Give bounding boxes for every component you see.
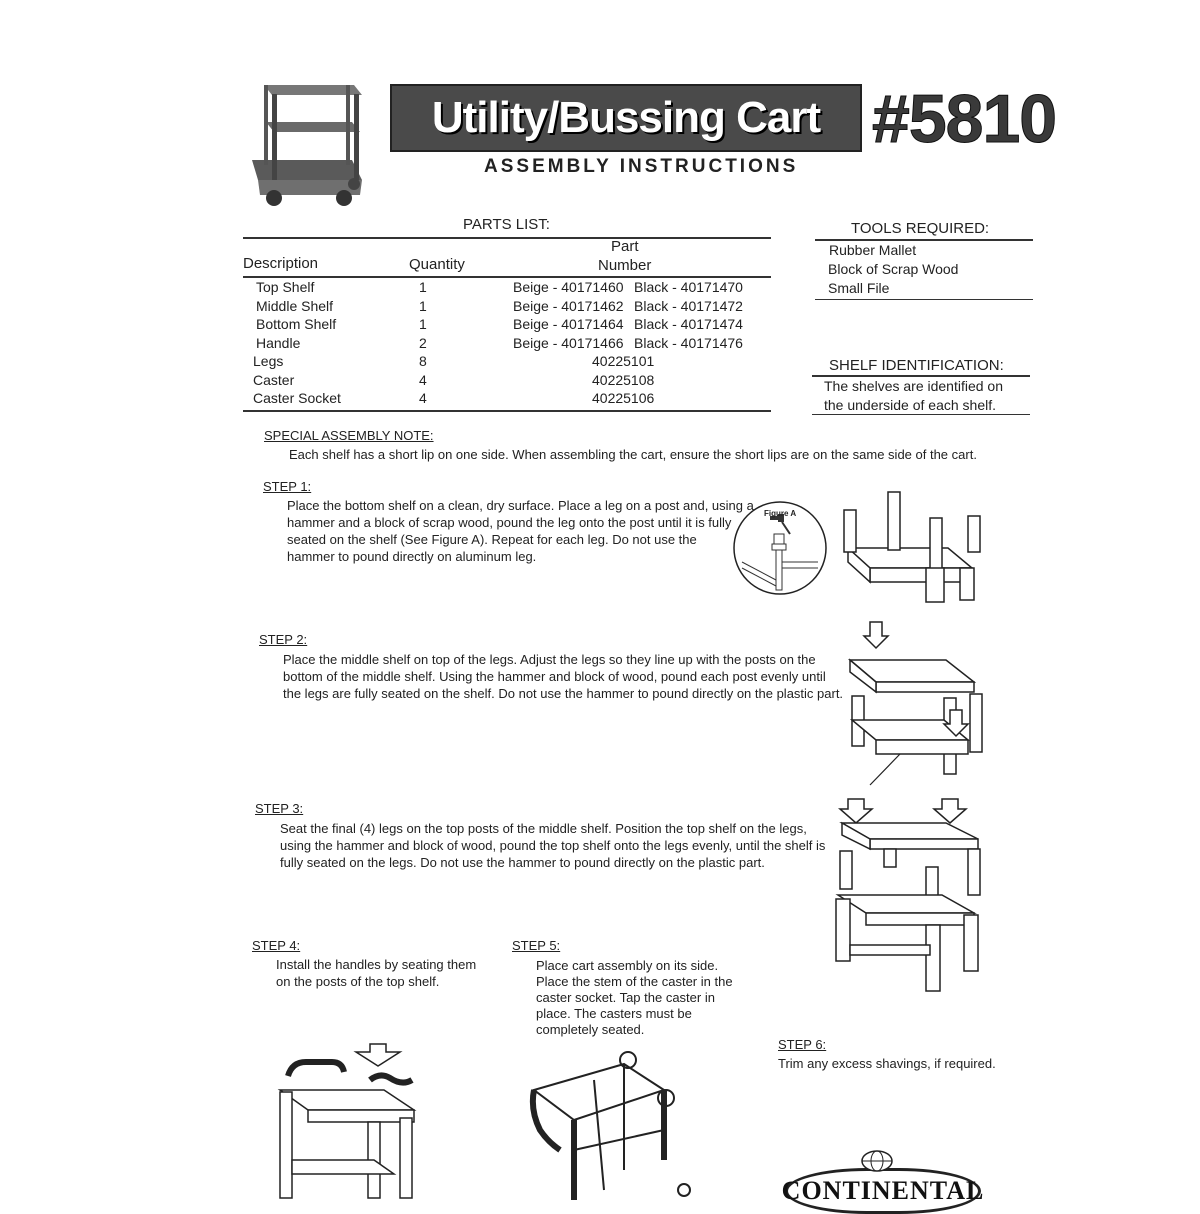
logo-text: CONTINENTAL bbox=[781, 1176, 985, 1205]
figure-a-label: Figure A bbox=[764, 509, 797, 518]
table-row bbox=[243, 334, 743, 353]
step-5-line: completely seated. bbox=[536, 1022, 645, 1037]
shelf-id-bottom-rule bbox=[812, 414, 1030, 415]
step-5-line: place. The casters must be bbox=[536, 1006, 692, 1021]
parts-bottom-rule bbox=[243, 410, 771, 412]
special-note-text: Each shelf has a short lip on one side. When assembling the cart, ensure the short lips are on the same side of the cart. bbox=[289, 447, 977, 462]
part-number: 40225108 bbox=[592, 371, 655, 388]
bottom-shelf-legs-icon bbox=[840, 490, 980, 605]
table-row bbox=[243, 389, 743, 408]
col-description: Description bbox=[243, 255, 319, 272]
handle-install-icon bbox=[274, 1040, 420, 1198]
part-quantity: 1 bbox=[419, 279, 427, 296]
tool-item: Block of Scrap Wood bbox=[828, 261, 959, 277]
part-quantity: 1 bbox=[419, 297, 427, 314]
col-part-line1: Part bbox=[611, 238, 639, 255]
document-subtitle: ASSEMBLY INSTRUCTIONS bbox=[484, 156, 799, 177]
part-number-black: Black - 40171470 bbox=[634, 279, 743, 296]
step-1-title: STEP 1: bbox=[263, 479, 312, 494]
table-row bbox=[243, 371, 743, 390]
logo-globe-icon bbox=[860, 1150, 894, 1172]
continental-logo bbox=[781, 1168, 985, 1214]
step-2-title: STEP 2: bbox=[259, 632, 308, 647]
title-banner bbox=[390, 84, 862, 152]
step-3-line: using the hammer and block of wood, pound the top shelf onto the legs evenly, until the shelf is bbox=[280, 838, 826, 853]
part-description: Bottom Shelf bbox=[256, 316, 337, 333]
part-number-beige: Beige - 40171460 bbox=[513, 279, 624, 296]
part-number: 40225106 bbox=[592, 390, 655, 407]
part-number-beige: Beige - 40171466 bbox=[513, 334, 624, 351]
parts-list-title: PARTS LIST: bbox=[463, 216, 550, 233]
shelf-id-line1: The shelves are identified on bbox=[824, 378, 1003, 394]
part-description: Caster bbox=[253, 371, 295, 388]
part-number-black: Black - 40171472 bbox=[634, 297, 743, 314]
tools-bottom-rule bbox=[815, 299, 1033, 300]
step-2-line: the legs are fully seated on the shelf. Do not use the hammer to pound directly on the plastic part. bbox=[283, 686, 844, 701]
document-title: Utility/Bussing Cart bbox=[431, 93, 821, 142]
step-4-title: STEP 4: bbox=[252, 938, 301, 953]
part-quantity: 4 bbox=[419, 390, 427, 407]
model-number: #5810 bbox=[872, 81, 1057, 157]
special-note-title: SPECIAL ASSEMBLY NOTE: bbox=[264, 428, 434, 443]
col-part-line2: Number bbox=[598, 257, 652, 274]
part-description: Top Shelf bbox=[256, 279, 315, 296]
parts-table bbox=[243, 278, 743, 408]
tools-title: TOOLS REQUIRED: bbox=[851, 220, 990, 237]
part-description: Legs bbox=[253, 353, 284, 370]
step-5-line: Place cart assembly on its side. bbox=[536, 958, 719, 973]
part-description: Caster Socket bbox=[253, 390, 341, 407]
tool-item: Small File bbox=[828, 280, 890, 296]
step-2-line: bottom of the middle shelf. Using the hammer and block of wood, pound each post evenly until bbox=[283, 669, 826, 684]
middle-shelf-assembly-icon bbox=[840, 620, 985, 785]
step-3-title: STEP 3: bbox=[255, 801, 304, 816]
step-5-title: STEP 5: bbox=[512, 938, 561, 953]
part-quantity: 1 bbox=[419, 316, 427, 333]
parts-top-rule bbox=[243, 237, 771, 239]
step-4-line: Install the handles by seating them bbox=[276, 957, 477, 972]
step-6-line: Trim any excess shavings, if required. bbox=[778, 1056, 996, 1071]
step-5-line: caster socket. Tap the caster in bbox=[536, 990, 715, 1005]
step-1-line: seated on the shelf (See Figure A). Repeat for each leg. Do not use the bbox=[287, 532, 697, 547]
step-5-line: Place the stem of the caster in the bbox=[536, 974, 733, 989]
top-shelf-assembly-icon bbox=[830, 795, 985, 995]
table-row bbox=[243, 315, 743, 334]
step-1-line: hammer and a block of scrap wood, pound the leg onto the post until it is fully bbox=[287, 515, 732, 530]
part-number-black: Black - 40171476 bbox=[634, 334, 743, 351]
step-1-line: Place the bottom shelf on a clean, dry surface. Place a leg on a post and, using a bbox=[287, 498, 754, 513]
shelf-id-line2: the underside of each shelf. bbox=[824, 397, 997, 413]
table-row bbox=[243, 297, 743, 316]
part-number: 40225101 bbox=[592, 353, 655, 370]
shelf-id-title: SHELF IDENTIFICATION: bbox=[829, 357, 1004, 374]
part-number-beige: Beige - 40171462 bbox=[513, 297, 624, 314]
tool-item: Rubber Mallet bbox=[829, 242, 917, 258]
table-row bbox=[243, 352, 743, 371]
step-6-title: STEP 6: bbox=[778, 1037, 827, 1052]
part-quantity: 8 bbox=[419, 353, 427, 370]
caster-install-icon bbox=[524, 1050, 694, 1200]
part-number-beige: Beige - 40171464 bbox=[513, 316, 624, 333]
part-quantity: 2 bbox=[419, 334, 427, 351]
part-description: Middle Shelf bbox=[256, 297, 334, 314]
part-quantity: 4 bbox=[419, 371, 427, 388]
part-description: Handle bbox=[256, 334, 301, 351]
step-3-line: Seat the final (4) legs on the top posts of the middle shelf. Position the top shelf on the legs, bbox=[280, 821, 807, 836]
step-2-line: Place the middle shelf on top of the legs. Adjust the legs so they line up with the posts on the bbox=[283, 652, 816, 667]
cart-photo-icon bbox=[244, 80, 364, 210]
table-row bbox=[243, 278, 743, 297]
part-number-black: Black - 40171474 bbox=[634, 316, 743, 333]
step-1-line: hammer to pound directly on aluminum leg. bbox=[287, 549, 537, 564]
col-quantity: Quantity bbox=[409, 256, 465, 273]
step-4-line: on the posts of the top shelf. bbox=[276, 974, 440, 989]
step-3-line: fully seated on the legs. Do not use the hammer to pound directly on the plastic part. bbox=[280, 855, 765, 870]
